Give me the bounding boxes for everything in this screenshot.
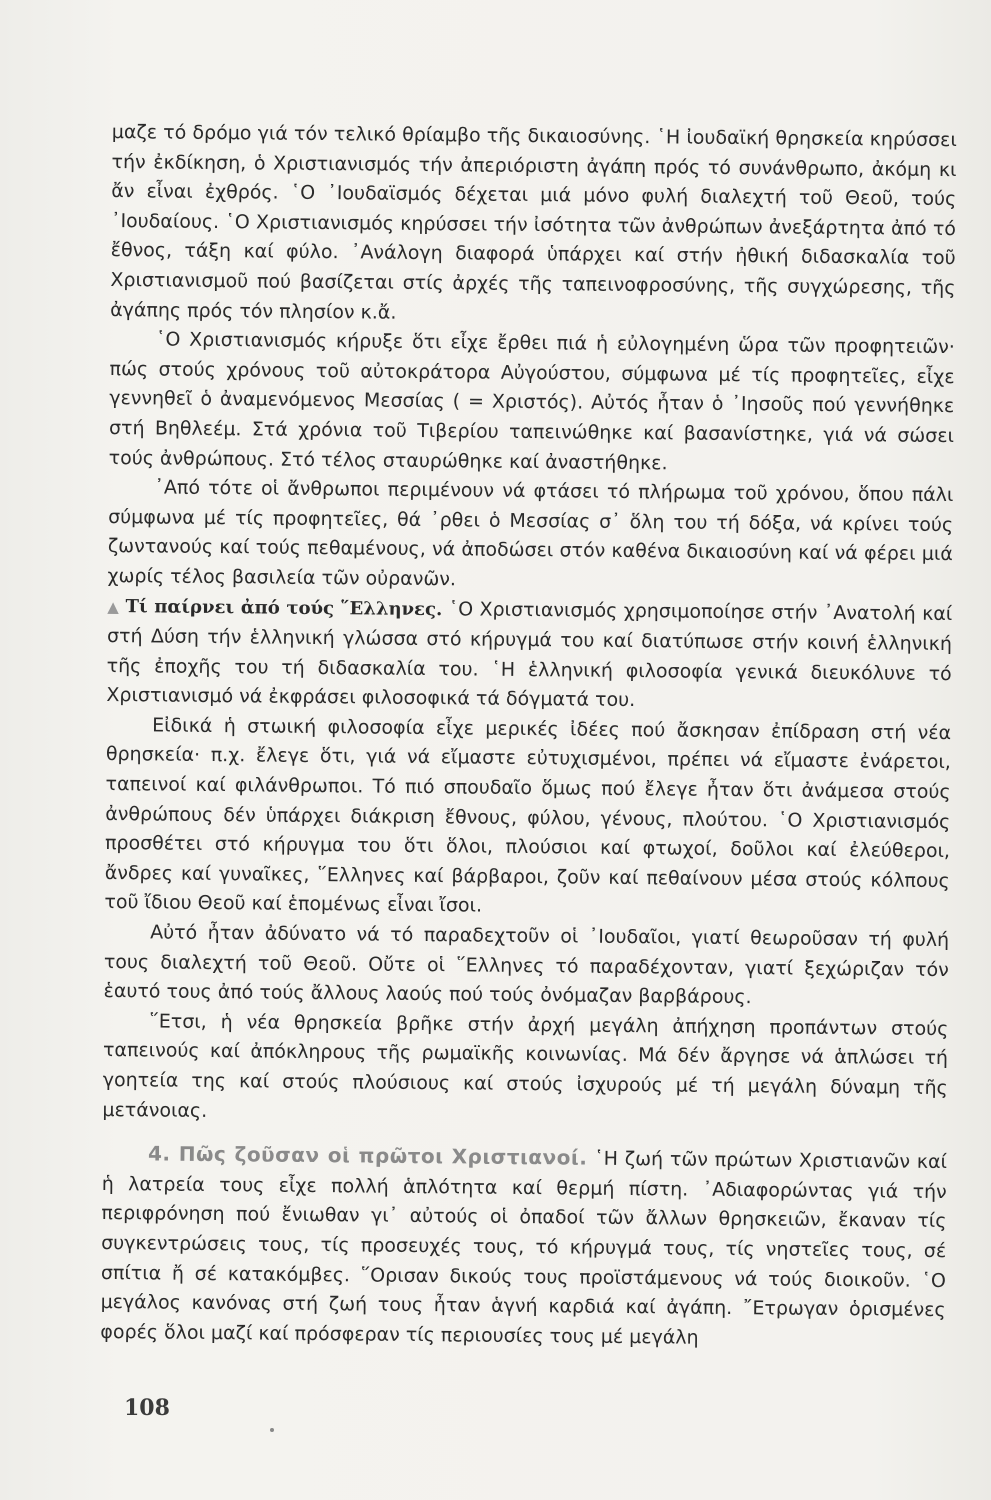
paragraph-8-text: ῾Η ζωή τῶν πρώτων Χριστιανῶν καί ἡ λατρεία τους εἶχε πολλή ἁπλότητα καί θερμή πίστη. ᾿Αδιαφορώντας γιά τήν περιφρόνηση πού ἔνιωθαν γι᾿ αὐτούς οἱ ὀπαδοί τῶν ἄλλων θρησκειῶν, ἔκαναν τίς συγκεντρώσεις τους, τίς προσευχές τους, τό κήρυγμά τους, τίς νηστεῖες τους, σέ σπίτια ἤ σέ κατακόμβες. ῞Ορισαν δικούς τους προϊστάμενους νά τούς διοικοῦν. ῾Ο μεγάλος κανόνας στή ζωή τους ἦταν ἁγνή καρδιά καί ἀγάπη. ῎Ετρωγαν ὁρισμένες φορές ὅλοι μαζί καί πρόσφεραν τίς περιουσίες τους μέ μεγάλη	[100, 1147, 948, 1349]
triangle-bullet-icon: ▲	[107, 597, 120, 616]
section-heading-greeks: Τί παίρνει ἀπό τούς ῞Ελληνες.	[125, 595, 443, 620]
body-text	[100, 118, 957, 1355]
paragraph-4-text: ῾Ο Χριστιανισμός χρησιμοποίησε στήν ᾿Ανατολή καί στή Δύση τήν ἑλληνική γλώσσα στό κήρυγμά του καί διατύπωσε στήν κοινή ἑλληνική τῆς ἐποχῆς του τή διδασκαλία του. ῾Η ἑλληνική φιλοσοφία γενικά διευκόλυνε τό Χριστιανισμό νά ἐκφράσει φιλοσοφικά τά δόγματά του.	[106, 597, 953, 712]
print-speck	[270, 1428, 274, 1432]
paragraph-6: Αὐτό ἦταν ἀδύνατο νά τό παραδεχτοῦν οἱ ᾿Ιουδαῖοι, γιατί θεωροῦσαν τή φυλή τους διαλεχτή τοῦ Θεοῦ. Οὔτε οἱ ῞Ελληνες τό παραδέχονταν, γιατί ξεχώριζαν τόν ἑαυτό τους ἀπό τούς ἄλλους λαούς πού τούς ὀνόμαζαν βαρβάρους.	[103, 921, 950, 1009]
paragraph-7: ῞Ετσι, ἡ νέα θρησκεία βρῆκε στήν ἀρχή μεγάλη ἀπήχηση προπάντων στούς ταπεινούς καί ἀπόκληρους τῆς ρωμαϊκῆς κοινωνίας. Μά δέν ἄργησε νά ἁπλώσει τή γοητεία της καί στούς πλούσιους καί στούς ἰσχυρούς μέ τή μεγάλη δύναμη τῆς μετάνοιας.	[102, 1010, 949, 1122]
paragraph-1: μαζε τό δρόμο γιά τόν τελικό θρίαμβο τῆς δικαιοσύνης. ῾Η ἰουδαϊκή θρησκεία κηρύσσει τήν ἐκδίκηση, ὁ Χριστιανισμός τήν ἀπεριόριστη ἀγάπη πρός τό συνάνθρωπο, ἀκόμη κι ἄν εἶναι ἐχθρός. ῾Ο ᾿Ιουδαϊσμός δέχεται μιά μόνο φυλή διαλεχτή τοῦ Θεοῦ, τούς ᾿Ιουδαίους. ῾Ο Χριστιανισμός κηρύσσει τήν ἰσότητα τῶν ἀνθρώπων ἀνεξάρτητα ἀπό τό ἔθνος, τάξη καί φύλο. ᾿Ανάλογη διαφορά ὑπάρχει καί στήν ἠθική διδασκαλία τοῦ Χριστιανισμοῦ πού βασίζεται στίς ἀρχές τῆς ταπεινοφροσύνης, τῆς συγχώρεσης, τῆς ἀγάπης πρός τόν πλησίον κ.ἄ.	[110, 120, 957, 324]
paragraph-2: ῾Ο Χριστιανισμός κήρυξε ὅτι εἶχε ἔρθει πιά ἡ εὐλογημένη ὥρα τῶν προφητειῶν· πώς στούς χρόνους τοῦ αὐτοκράτορα Αὐγούστου, σύμφωνα μέ τίς προφητεῖες, εἶχε γεννηθεῖ ὁ ἀναμενόμενος Μεσσίας ( = Χριστός). Αὐτός ἦταν ὁ ᾿Ιησοῦς πού γεννήθηκε στή Βηθλεέμ. Στά χρόνια τοῦ Τιβερίου ταπεινώθηκε καί βασανίστηκε, γιά νά σώσει τούς ἀνθρώπους. Στό τέλος σταυρώθηκε καί ἀναστήθηκε.	[108, 328, 955, 474]
paragraph-3: ᾿Από τότε οἱ ἄνθρωποι περιμένουν νά φτάσει τό πλήρωμα τοῦ χρόνου, ὅπου πάλι σύμφωνα μέ τίς προφητεῖες, θά ᾿ρθει ὁ Μεσσίας σ᾿ ὅλη του τή δόξα, νά κρίνει τούς ζωντανούς καί τούς πεθαμένους, νά ἀποδώσει στόν καθένα δικαιοσύνη καί νά φέρει μιά χωρίς τέλος βασιλεία τῶν οὐρανῶν.	[107, 476, 954, 591]
paragraph-4	[106, 591, 952, 718]
paragraph-5: Εἰδικά ἡ στωική φιλοσοφία εἶχε μερικές ἰδέες πού ἄσκησαν ἐπίδραση στή νέα θρησκεία· π.χ. ἔλεγε ὅτι, γιά νά εἴμαστε εὐτυχισμένοι, πρέπει νά εἴμαστε ἐνάρετοι, ταπεινοί καί φιλάνθρωποι. Τό πιό σπουδαῖο ὅμως πού ἔλεγε ἦταν ὅτι ἀνάμεσα στούς ἀνθρώπους δέν ὑπάρχει διάκριση ἔθνους, φύλου, γένους, πλούτου. ῾Ο Χριστιανισμός προσθέτει στό κήρυγμα του ὅτι ὅλοι, πλούσιοι καί φτωχοί, δοῦλοι καί ἐλεύθεροι, ἄνδρες καί γυναῖκες, ῞Ελληνες καί βάρβαροι, ζοῦν καί πεθαίνουν μέσα στούς κόλπους τοῦ ἴδιου Θεοῦ καί ἑπομένως εἶναι ἴσοι.	[104, 714, 952, 918]
paragraph-8	[100, 1139, 947, 1355]
page-number: 108	[124, 1395, 170, 1421]
section-heading-first-christians: 4. Πῶς ζοῦσαν οἱ πρῶτοι Χριστιανοί.	[147, 1141, 588, 1170]
